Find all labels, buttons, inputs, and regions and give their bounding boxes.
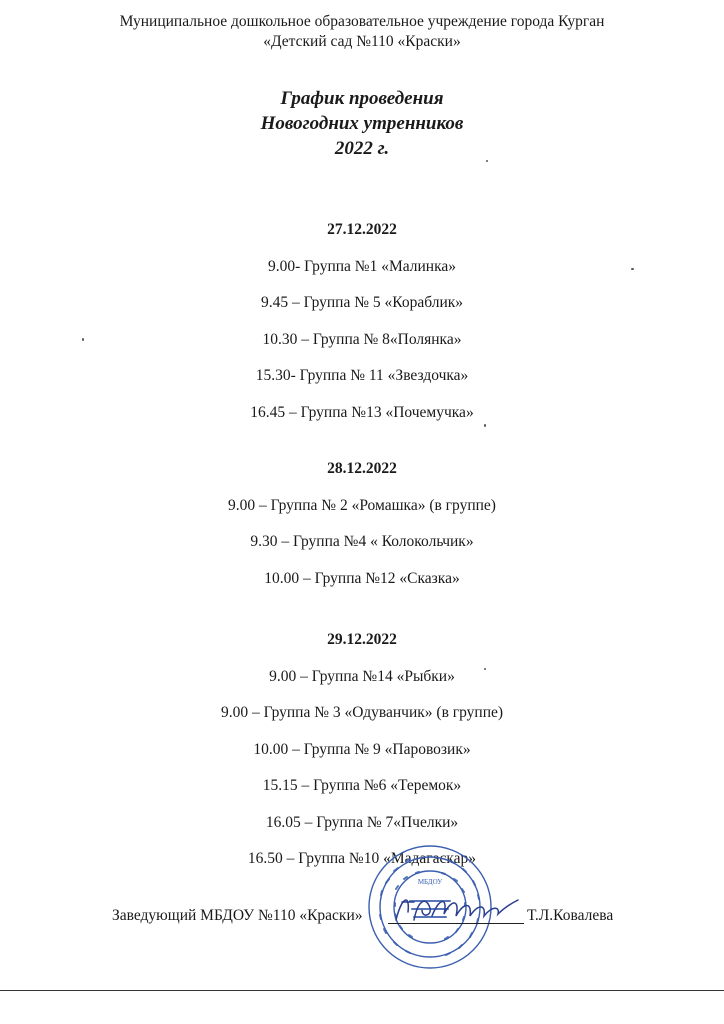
schedule-slot: 15.30- Группа № 11 «Звездочка»	[255, 367, 469, 385]
schedule-slot: 15.15 – Группа №6 «Теремок»	[262, 777, 462, 795]
schedule-slot: 16.45 – Группа №13 «Почемучка»	[250, 403, 474, 421]
schedule-day	[0, 220, 724, 439]
kindergarten-name: «Детский сад №110 «Краски»	[263, 33, 461, 50]
schedule-slot: 16.05 – Группа № 7«Пчелки»	[265, 813, 459, 831]
scan-speck	[82, 338, 84, 341]
day-date: 27.12.2022	[327, 221, 397, 238]
schedule-slot: 10.00 – Группа № 9 «Паровозик»	[253, 740, 471, 758]
scan-speck	[484, 668, 486, 670]
title-year: 2022 г.	[334, 138, 390, 159]
schedule-day	[0, 459, 724, 605]
schedule-slot: 16.50 – Группа №10 «Мадагаскар»	[247, 849, 477, 867]
scan-speck	[484, 424, 486, 427]
day-date: 28.12.2022	[327, 460, 397, 477]
stamp-center-label: МБДОУ	[417, 878, 443, 886]
schedule-slot: 10.30 – Группа № 8«Полянка»	[262, 330, 462, 348]
schedule-slot: 9.45 – Группа № 5 «Кораблик»	[260, 294, 464, 312]
schedule-slot: 9.30 – Группа №4 « Колокольчик»	[250, 533, 474, 551]
schedule-slot: 9.00 – Группа №14 «Рыбки»	[269, 668, 455, 685]
schedule-slot: 9.00 – Группа № 3 «Одуванчик» (в группе)	[220, 704, 504, 722]
director-title: Заведующий МБДОУ №110 «Краски»	[112, 907, 363, 924]
day-date: 29.12.2022	[327, 631, 397, 648]
schedule-slot: 9.00 – Группа № 2 «Ромашка» (в группе)	[228, 497, 496, 514]
director-name: Т.Л.Ковалева	[527, 907, 614, 924]
institution-name: Муниципальное дошкольное образовательное учреждение города Курган	[119, 13, 605, 30]
title-line-1: График проведения	[280, 88, 444, 109]
schedule-slot: 9.00- Группа №1 «Малинка»	[268, 258, 456, 275]
scan-speck	[631, 268, 634, 270]
page-bottom-rule	[0, 990, 724, 991]
title-line-2: Новогодних утренников	[260, 113, 464, 134]
institution-header	[0, 12, 724, 52]
schedule-day	[0, 630, 724, 885]
document-title	[0, 86, 724, 161]
handwritten-signature	[392, 890, 522, 930]
schedule-slot: 10.00 – Группа №12 «Сказка»	[264, 569, 460, 587]
scan-speck	[486, 160, 488, 162]
